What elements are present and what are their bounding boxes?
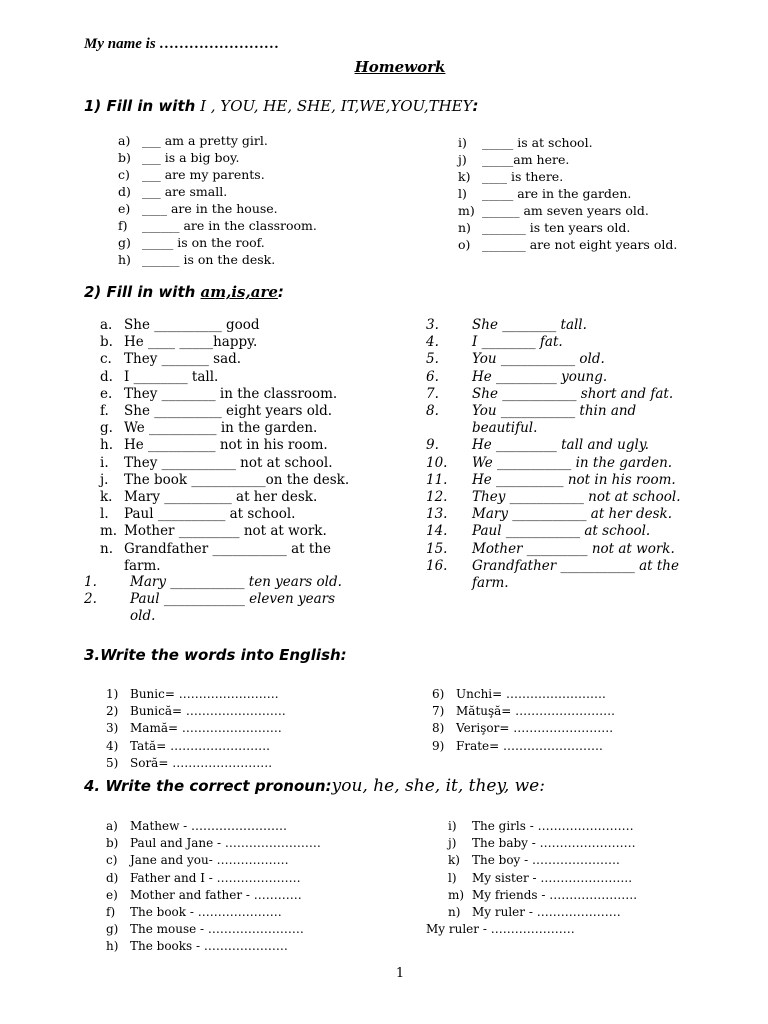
item-text: I ________ tall. — [124, 368, 219, 385]
page-title: Homework — [354, 58, 446, 76]
list-item — [118, 183, 317, 200]
item-marker: n. — [100, 540, 113, 557]
item-marker: 10. — [426, 454, 448, 471]
item-text: My sister - ………………….. — [472, 870, 633, 885]
list-item — [426, 472, 681, 489]
list-item — [448, 870, 637, 887]
item-marker: b. — [100, 334, 113, 351]
list-item — [458, 219, 677, 236]
item-text: The mouse - …………………… — [130, 922, 304, 937]
list-item — [458, 202, 677, 219]
item-text: _____am here. — [482, 152, 570, 167]
section-4-right-list — [448, 818, 637, 921]
item-text: Mary ___________ at her desk. — [472, 506, 673, 523]
item-text: They ___________ not at school. — [472, 489, 681, 506]
section-1-title — [84, 97, 479, 115]
item-marker: k. — [100, 489, 113, 506]
item-text: My ruler - ………………… — [472, 905, 621, 920]
list-item — [426, 334, 681, 351]
item-text: The book - ………………… — [130, 905, 282, 920]
item-text: farm. — [472, 575, 509, 592]
item-marker: e. — [100, 385, 113, 402]
item-text: They _______ sad. — [124, 351, 242, 368]
item-text: farm. — [124, 557, 161, 574]
item-text: ___ is a big boy. — [142, 150, 240, 165]
item-marker: 14. — [426, 523, 448, 540]
page-number: 1 — [395, 966, 405, 981]
item-marker: 3. — [426, 317, 439, 333]
list-item — [458, 168, 677, 185]
item-marker: h) — [106, 939, 119, 954]
item-marker: 1) — [106, 687, 119, 701]
item-text: Father and I - ………………… — [130, 870, 301, 885]
item-text: Mamă= ……………………. — [130, 721, 282, 736]
item-marker: 7) — [432, 704, 445, 719]
list-item — [426, 541, 681, 558]
item-text: Mătuşă= ……………………. — [456, 704, 615, 719]
item-text: You ___________ thin and — [472, 403, 637, 420]
list-item — [84, 574, 342, 591]
section-3-left-list — [106, 686, 286, 772]
list-item — [118, 251, 317, 268]
item-text: old. — [130, 608, 156, 625]
item-text: Paul __________ at school. — [124, 506, 296, 523]
item-text: You ___________ old. — [472, 351, 605, 368]
item-text: The book ___________on the desk. — [124, 471, 350, 488]
item-marker — [100, 558, 124, 575]
list-item — [426, 575, 681, 592]
item-text: She ___________ short and fat. — [472, 385, 674, 402]
list-item — [118, 200, 317, 217]
item-text: _____ is at school. — [482, 135, 593, 150]
section-2-title-words: am,is,are — [200, 283, 278, 301]
item-marker: f. — [100, 403, 109, 420]
item-marker: m) — [448, 887, 465, 902]
item-text: Mother _________ not at work. — [472, 540, 675, 557]
item-marker: c. — [100, 351, 112, 368]
section-1-title-suffix: : — [472, 97, 479, 115]
item-marker: a) — [118, 133, 131, 148]
item-marker: 2. — [84, 591, 97, 608]
item-text: ______ is on the desk. — [142, 252, 276, 267]
list-item — [100, 403, 349, 420]
item-text: ___ are small. — [142, 184, 228, 199]
section-1-title-prefix: 1) Fill in with — [84, 97, 196, 115]
item-marker: i) — [448, 819, 457, 833]
item-marker: k) — [448, 853, 460, 868]
item-marker: n) — [448, 905, 461, 920]
item-marker: 4) — [106, 738, 119, 753]
item-marker: g) — [118, 235, 131, 250]
item-text: We __________ in the garden. — [124, 420, 318, 437]
list-item — [100, 420, 349, 437]
section-1-right-list — [458, 134, 677, 253]
list-item — [106, 686, 286, 703]
list-item — [448, 904, 637, 921]
list-item — [106, 887, 321, 904]
section-2-title — [84, 283, 284, 301]
section-3-right-list — [432, 686, 615, 755]
item-text: ____ is there. — [482, 169, 564, 184]
list-item — [100, 369, 349, 386]
item-marker: e) — [118, 201, 131, 216]
section-2-left-list — [100, 317, 349, 575]
item-text: Grandfather ___________ at the — [472, 557, 679, 574]
item-marker: l. — [100, 506, 109, 523]
list-item — [426, 523, 681, 540]
item-marker: 8) — [432, 721, 445, 736]
item-text: The boy - …………………. — [472, 853, 620, 868]
item-text: ____ are in the house. — [142, 201, 278, 216]
item-text: Bunic= ……………………. — [130, 687, 279, 701]
item-marker: d) — [106, 870, 119, 885]
item-marker: 2) — [106, 704, 119, 719]
list-item — [426, 386, 681, 403]
item-text: My friends - …………………. — [472, 887, 638, 902]
list-item — [448, 887, 637, 904]
list-item — [458, 236, 677, 253]
item-text: Paul ____________ eleven years — [130, 591, 336, 608]
item-text: She ________ tall. — [472, 317, 587, 333]
list-item — [106, 703, 286, 720]
item-text: Jane and you- ……………… — [130, 853, 289, 868]
section-1-title-words: I , YOU, HE, SHE, IT,WE,YOU,THEY — [195, 97, 473, 115]
list-item — [458, 134, 677, 151]
section-4-title-prefix: 4. Write the correct pronoun: — [84, 777, 332, 795]
item-text: They ________ in the classroom. — [124, 385, 338, 402]
list-item — [84, 591, 342, 608]
list-item — [100, 558, 349, 575]
item-marker: 5. — [426, 351, 439, 368]
item-text: She __________ eight years old. — [124, 403, 333, 420]
item-text: Mary __________ at her desk. — [124, 489, 318, 506]
item-marker: 11. — [426, 471, 448, 488]
item-marker: j. — [100, 471, 109, 488]
list-item — [448, 852, 637, 869]
item-marker: c) — [118, 167, 130, 182]
list-item — [100, 472, 349, 489]
list-item — [100, 334, 349, 351]
list-item — [458, 185, 677, 202]
list-item — [426, 351, 681, 368]
item-text: _____ is on the roof. — [142, 235, 265, 250]
list-item — [426, 369, 681, 386]
item-marker: j) — [458, 152, 467, 167]
item-marker: 7. — [426, 385, 439, 402]
item-marker: 3) — [106, 721, 119, 736]
list-item — [100, 541, 349, 558]
item-text: Bunică= ……………………. — [130, 704, 286, 719]
item-marker: 16. — [426, 557, 448, 574]
list-item — [432, 738, 615, 755]
item-marker: 1. — [84, 574, 97, 590]
item-text: The girls - …………………… — [472, 819, 634, 833]
list-item — [106, 818, 321, 835]
section-2-title-prefix: 2) Fill in with — [84, 283, 196, 301]
item-marker: 12. — [426, 489, 448, 506]
item-marker: d) — [118, 184, 131, 199]
section-2-left-italic-list — [84, 574, 342, 626]
list-item — [106, 738, 286, 755]
item-text: Verişor= ……………………. — [456, 721, 614, 736]
list-item — [106, 938, 321, 955]
list-item — [106, 904, 321, 921]
item-marker: i. — [100, 454, 109, 471]
item-marker: 6. — [426, 368, 439, 385]
item-text: beautiful. — [472, 420, 538, 437]
list-item — [100, 386, 349, 403]
item-marker: 15. — [426, 540, 448, 557]
item-text: _______ are not eight years old. — [482, 237, 678, 252]
item-marker: a. — [100, 317, 113, 333]
item-text: Frate= ……………………. — [456, 738, 603, 753]
item-marker: f) — [118, 218, 128, 233]
item-marker: 6) — [432, 687, 445, 701]
item-text: Mother and father - ………… — [130, 887, 302, 902]
item-marker: b) — [106, 836, 119, 851]
item-marker — [426, 575, 472, 592]
item-marker: 9) — [432, 738, 445, 753]
item-text: ______ am seven years old. — [482, 203, 649, 218]
item-text: Paul and Jane - …………………… — [130, 836, 321, 851]
list-item — [426, 489, 681, 506]
list-item — [426, 403, 681, 420]
item-marker: 13. — [426, 506, 448, 523]
item-marker: h) — [118, 252, 131, 267]
item-marker: m. — [100, 523, 118, 540]
list-item — [426, 506, 681, 523]
item-marker: n) — [458, 220, 471, 235]
list-item — [106, 720, 286, 737]
list-item — [100, 523, 349, 540]
list-item — [118, 132, 317, 149]
item-text: He _________ tall and ugly. — [472, 437, 649, 454]
item-text: He _________ young. — [472, 368, 608, 385]
section-4-title — [84, 776, 545, 796]
list-item — [432, 703, 615, 720]
item-text: ______ are in the classroom. — [142, 218, 317, 233]
list-item — [106, 852, 321, 869]
list-item — [100, 506, 349, 523]
item-text: He __________ not in his room. — [124, 437, 328, 454]
item-marker: h. — [100, 437, 113, 454]
section-4-title-words: you, he, she, it, they, we: — [331, 776, 545, 796]
item-marker: a) — [106, 819, 118, 833]
item-text: Mathew - …………………… — [130, 819, 288, 833]
item-marker — [84, 608, 130, 625]
item-text: She __________ good — [124, 317, 260, 333]
item-text: He ____ _____happy. — [124, 334, 258, 351]
list-item — [448, 818, 637, 835]
section-4-left-list — [106, 818, 321, 956]
list-item — [426, 420, 681, 437]
name-line: My name is …………………… — [84, 36, 280, 52]
item-text: _____ are in the garden. — [482, 186, 632, 201]
item-marker: m) — [458, 203, 475, 218]
list-item — [106, 755, 286, 772]
list-item — [118, 217, 317, 234]
item-marker: d. — [100, 368, 113, 385]
item-text: ___ am a pretty girl. — [142, 133, 268, 148]
item-text: Mother _________ not at work. — [124, 523, 327, 540]
list-item — [458, 151, 677, 168]
section-2-right-list — [426, 317, 681, 592]
item-text: They ___________ not at school. — [124, 454, 333, 471]
list-item — [426, 317, 681, 334]
item-marker: j) — [448, 836, 457, 851]
list-item — [100, 351, 349, 368]
list-item — [426, 455, 681, 472]
list-item — [84, 608, 342, 625]
item-text: Grandfather ___________ at the — [124, 540, 331, 557]
item-marker: f) — [106, 905, 116, 920]
item-marker: 8. — [426, 403, 439, 420]
list-item — [432, 720, 615, 737]
item-marker: l) — [458, 186, 467, 201]
list-item — [100, 455, 349, 472]
item-text: ___ are my parents. — [142, 167, 265, 182]
item-text: The baby - …………………… — [472, 836, 636, 851]
list-item — [106, 835, 321, 852]
list-item — [106, 921, 321, 938]
item-text: Unchi= ……………………. — [456, 687, 606, 701]
item-text: _______ is ten years old. — [482, 220, 631, 235]
item-marker — [426, 420, 472, 437]
section-4-extra-line: My ruler - ………………… — [426, 922, 575, 936]
list-item — [118, 234, 317, 251]
section-1-left-list — [118, 132, 317, 268]
item-marker: i) — [458, 135, 467, 150]
list-item — [448, 835, 637, 852]
item-marker: 9. — [426, 437, 439, 454]
item-marker: o) — [458, 237, 471, 252]
item-marker: 5) — [106, 755, 119, 770]
item-marker: g) — [106, 922, 119, 937]
item-text: Paul ___________ at school. — [472, 523, 651, 540]
item-text: I ________ fat. — [472, 334, 563, 351]
item-marker: c) — [106, 853, 118, 868]
list-item — [106, 870, 321, 887]
item-text: Soră= ……………………. — [130, 755, 273, 770]
item-marker: 4. — [426, 334, 439, 351]
list-item — [426, 558, 681, 575]
item-text: We ___________ in the garden. — [472, 454, 673, 471]
section-2-title-suffix: : — [277, 283, 284, 301]
list-item — [426, 437, 681, 454]
item-text: Tată= ……………………. — [130, 738, 270, 753]
item-text: Mary ___________ ten years old. — [130, 574, 342, 590]
section-3-title: 3.Write the words into English: — [84, 646, 347, 664]
item-text: The books - ………………… — [130, 939, 288, 954]
item-marker: e) — [106, 887, 118, 902]
item-marker: l) — [448, 870, 457, 885]
list-item — [432, 686, 615, 703]
item-marker: g. — [100, 420, 113, 437]
item-marker: b) — [118, 150, 131, 165]
item-marker: k) — [458, 169, 471, 184]
list-item — [100, 317, 349, 334]
item-text: He __________ not in his room. — [472, 471, 676, 488]
list-item — [100, 489, 349, 506]
list-item — [118, 166, 317, 183]
list-item — [100, 437, 349, 454]
list-item — [118, 149, 317, 166]
